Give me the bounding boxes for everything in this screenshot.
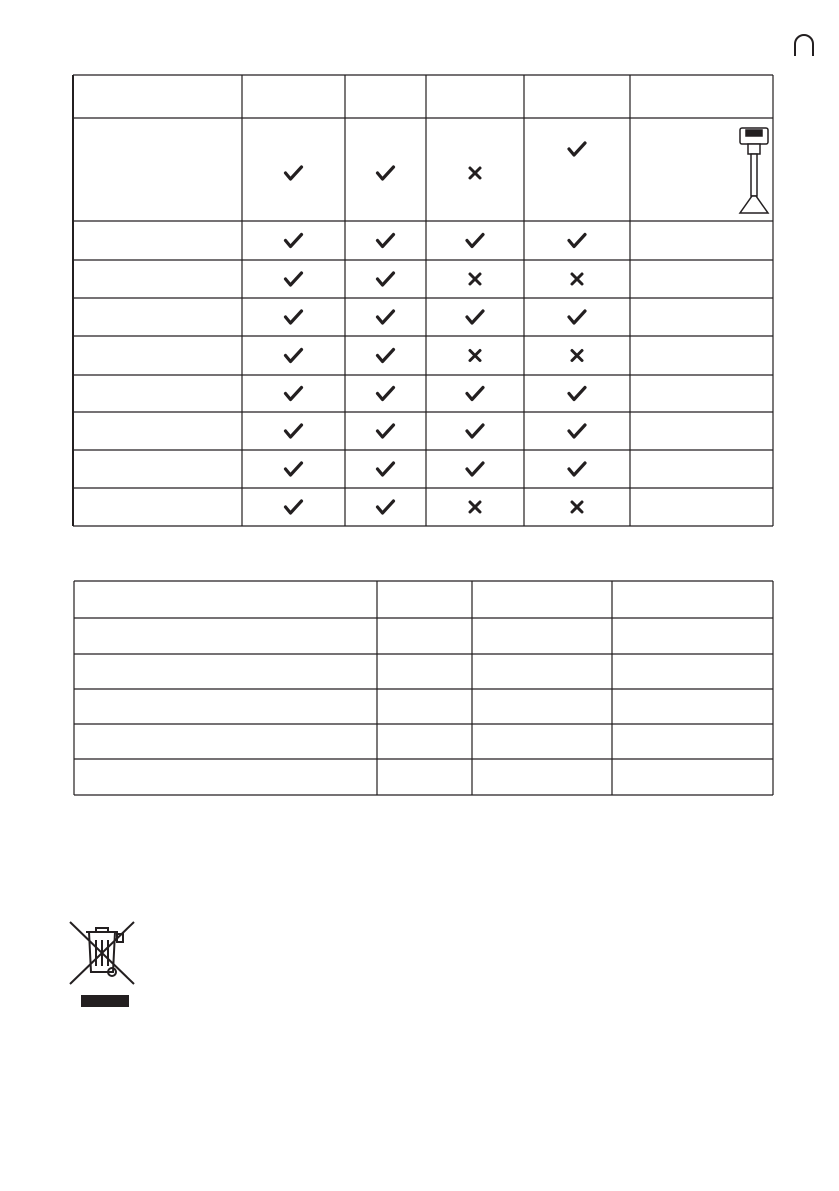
check-icon: [286, 350, 302, 362]
check-icon: [286, 273, 302, 285]
check-icon: [286, 501, 302, 513]
check-icon: [569, 143, 585, 155]
check-icon: [378, 235, 394, 247]
check-icon: [569, 425, 585, 437]
check-icon: [569, 235, 585, 247]
check-icon: [378, 311, 394, 323]
check-icon: [378, 425, 394, 437]
check-icon: [286, 167, 302, 179]
crossed-out-wheelie-bin-icon: [66, 918, 138, 1010]
cross-icon: [572, 502, 582, 512]
cross-icon: [572, 274, 582, 284]
check-icon: [286, 235, 302, 247]
check-icon: [569, 463, 585, 475]
cross-icon: [470, 274, 480, 284]
check-icon: [286, 425, 302, 437]
empty-table: [0, 575, 839, 805]
check-icon: [378, 167, 394, 179]
cross-icon: [470, 168, 480, 178]
check-icon: [467, 425, 483, 437]
check-icon: [467, 463, 483, 475]
check-icon: [378, 273, 394, 285]
check-icon: [378, 501, 394, 513]
check-icon: [378, 463, 394, 475]
cross-icon: [470, 502, 480, 512]
cross-icon: [470, 351, 480, 361]
blender-stick-icon: [740, 128, 768, 213]
check-icon: [378, 388, 394, 400]
compat-table: [0, 0, 839, 540]
check-icon: [286, 463, 302, 475]
check-icon: [378, 350, 394, 362]
check-icon: [467, 235, 483, 247]
check-icon: [286, 311, 302, 323]
check-icon: [286, 388, 302, 400]
check-icon: [467, 311, 483, 323]
check-icon: [467, 388, 483, 400]
check-icon: [569, 388, 585, 400]
check-icon: [569, 311, 585, 323]
cross-icon: [572, 351, 582, 361]
